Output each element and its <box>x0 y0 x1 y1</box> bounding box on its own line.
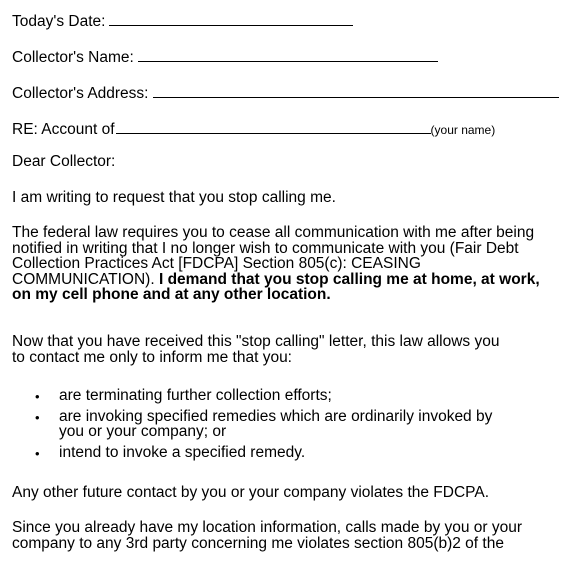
bullet-icon: • <box>35 409 40 425</box>
re-account-label: RE: Account of <box>12 121 115 138</box>
federal-law-line-3: Collection Practices Act [FDCPA] Section 805(c): CEASING <box>12 255 421 272</box>
list-item: • are terminating further collection efforts; <box>35 387 332 404</box>
collector-address-row <box>12 82 559 103</box>
collector-name-blank[interactable] <box>138 46 438 62</box>
third-party-line-2: company to any 3rd party concerning me violates section 805(b)2 of the <box>12 534 504 552</box>
collector-name-row <box>12 46 438 67</box>
paragraph-request: I am writing to request that you stop calling me. <box>12 189 336 206</box>
list-item: • intend to invoke a specified remedy. <box>35 443 306 461</box>
collector-address-blank[interactable] <box>153 82 559 98</box>
bullet-icon: • <box>35 389 40 404</box>
demand-statement-cont: on my cell phone and at any other location. <box>12 286 331 303</box>
re-account-row <box>12 118 495 139</box>
salutation: Dear Collector: <box>12 153 116 170</box>
bullet-icon: • <box>35 445 40 461</box>
list-item: • are invoking specified remedies which are ordinarily invoked by you or your company; or <box>35 407 493 440</box>
paragraph-federal-law <box>12 225 568 303</box>
account-name-blank[interactable] <box>116 118 431 134</box>
collector-name-label: Collector's Name: <box>12 49 134 66</box>
collector-address-label: Collector's Address: <box>12 85 149 102</box>
date-blank[interactable] <box>109 10 353 26</box>
date-label: Today's Date: <box>12 13 106 30</box>
allowed-contact-list <box>12 388 568 465</box>
paragraph-allowed-contact <box>12 334 568 365</box>
federal-law-line-2: notified in writing that I no longer wish to communicate with you (Fair Debt <box>12 239 519 257</box>
paragraph-violation: Any other future contact by you or your company violates the FDCPA. <box>12 484 489 501</box>
federal-law-line-1: The federal law requires you to cease all communication with me after being <box>12 224 535 241</box>
demand-statement: I demand that you stop calling me at home, at work, <box>158 270 540 288</box>
federal-law-line-4 <box>12 272 568 288</box>
allowed-contact-line-2: to contact me only to inform me that you: <box>12 348 292 366</box>
federal-law-line-4-normal: COMMUNICATION). <box>12 270 159 288</box>
date-row <box>12 10 353 31</box>
paragraph-third-party <box>12 520 568 551</box>
allowed-contact-line-1: Now that you have received this "stop calling" letter, this law allows you <box>12 333 500 350</box>
third-party-line-1: Since you already have my location information, calls made by you or your <box>12 519 523 536</box>
your-name-hint: (your name) <box>430 123 496 137</box>
